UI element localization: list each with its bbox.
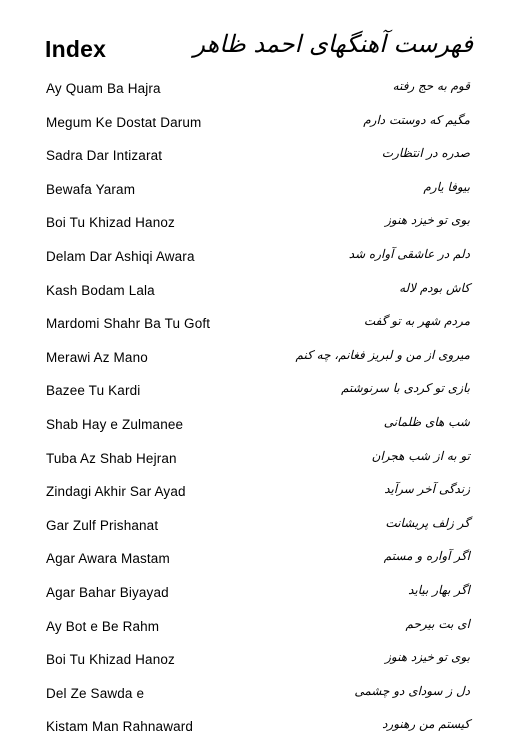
song-title-english: Tuba Az Shab Hejran bbox=[46, 450, 177, 466]
song-title-english: Delam Dar Ashiqi Awara bbox=[46, 248, 195, 264]
song-title-english: Bazee Tu Kardi bbox=[46, 383, 141, 399]
song-title-persian: اگر بهار بیاید bbox=[408, 582, 470, 597]
song-title-persian: بازی تو کردی با سرنوشتم bbox=[341, 381, 470, 396]
song-title-english: Gar Zulf Prishanat bbox=[46, 517, 159, 533]
song-title-persian: بیوفا یارم bbox=[423, 179, 470, 194]
song-row bbox=[0, 547, 518, 581]
song-title-english: Ay Quam Ba Hajra bbox=[46, 81, 161, 96]
song-row bbox=[0, 245, 518, 279]
song-title-english: Agar Bahar Biyayad bbox=[46, 584, 169, 600]
song-title-persian: مردم شهر به تو گفت bbox=[363, 314, 470, 329]
song-title-persian: تو به از شب هجران bbox=[371, 448, 470, 463]
song-row bbox=[0, 279, 518, 313]
song-title-english: Mardomi Shahr Ba Tu Goft bbox=[46, 316, 211, 332]
song-title-english: Kash Bodam Lala bbox=[46, 282, 155, 298]
song-row bbox=[0, 379, 518, 413]
song-row bbox=[0, 715, 518, 749]
song-row bbox=[0, 648, 518, 682]
song-title-english: Megum Ke Dostat Darum bbox=[46, 114, 202, 130]
song-title-persian: بوی تو خیزد هنوز bbox=[385, 650, 470, 665]
song-title-persian: میروی از من و لبریز فغانم، چه کنم bbox=[295, 347, 470, 362]
song-title-english: Agar Awara Mastam bbox=[46, 551, 170, 567]
song-title-persian: صدره در انتظارت bbox=[381, 146, 470, 161]
song-title-persian: ای بت بیرحم bbox=[405, 616, 470, 631]
song-title-persian: گر زلف پریشانت bbox=[385, 515, 470, 530]
song-row bbox=[0, 514, 518, 548]
index-title: Index bbox=[45, 36, 107, 62]
song-title-persian: زندگی آخر سرآید bbox=[384, 482, 470, 497]
song-title-persian: بوی تو خیزد هنوز bbox=[385, 213, 470, 228]
song-title-persian: مگیم که دوستت دارم bbox=[363, 112, 470, 127]
song-title-english: Boi Tu Khizad Hanoz bbox=[46, 652, 175, 668]
song-title-persian: اگر آواره و مستم bbox=[383, 549, 470, 564]
song-title-english: Kistam Man Rahnaward bbox=[46, 719, 194, 735]
song-title-english: Zindagi Akhir Sar Ayad bbox=[46, 484, 186, 500]
song-row bbox=[0, 111, 518, 145]
song-title-english: Ay Bot e Be Rahm bbox=[46, 618, 160, 634]
song-index-list bbox=[0, 77, 518, 749]
song-row bbox=[0, 77, 518, 111]
song-title-persian: دلم در عاشقی آواره شد bbox=[348, 246, 470, 261]
song-row bbox=[0, 211, 518, 245]
song-title-english: Shab Hay e Zulmanee bbox=[46, 416, 184, 432]
song-row bbox=[0, 312, 518, 346]
song-row bbox=[0, 178, 518, 212]
song-title-persian: دل ز سودای دو چشمی bbox=[354, 683, 470, 698]
song-row bbox=[0, 144, 518, 178]
persian-index-title: فهرست آهنگهای احمد ظاهر bbox=[193, 30, 473, 58]
song-title-persian: کیستم من رهنورد bbox=[382, 717, 470, 732]
song-title-persian: شب های ظلمانی bbox=[383, 414, 470, 429]
song-title-persian: قوم به حج رفته bbox=[392, 79, 470, 93]
song-title-english: Del Ze Sawda e bbox=[46, 685, 145, 701]
song-title-english: Bewafa Yaram bbox=[46, 181, 136, 197]
song-title-english: Boi Tu Khizad Hanoz bbox=[46, 215, 175, 231]
song-row bbox=[0, 682, 518, 716]
song-title-persian: کاش بودم لاله bbox=[399, 280, 470, 295]
song-row bbox=[0, 581, 518, 615]
song-row bbox=[0, 480, 518, 514]
song-title-english: Sadra Dar Intizarat bbox=[46, 148, 163, 164]
song-row bbox=[0, 413, 518, 447]
song-row bbox=[0, 346, 518, 380]
song-title-english: Merawi Az Mano bbox=[46, 349, 148, 365]
song-row bbox=[0, 447, 518, 481]
song-row bbox=[0, 615, 518, 649]
